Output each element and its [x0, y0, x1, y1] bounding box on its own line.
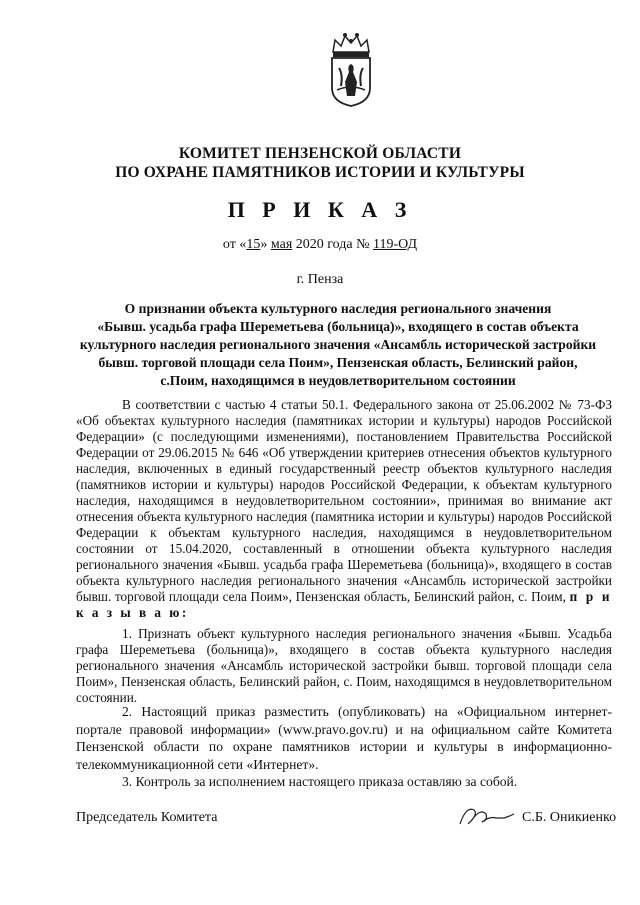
clause-3-text: 3. Контроль за исполнением настоящего приказа оставляю за собой.	[122, 774, 518, 789]
penza-coat-of-arms-icon	[325, 30, 377, 108]
signatory-name: С.Б. Оникиенко	[522, 810, 617, 825]
subject-line: О признании объекта культурного наследия регионального значения	[124, 301, 552, 316]
document-title: П Р И К А З	[227, 197, 413, 222]
handwritten-signature	[456, 800, 518, 830]
order-directive: п р и к а з ы в а ю:	[76, 589, 613, 620]
clause-1	[76, 626, 612, 706]
date-year: 2020 года №	[292, 237, 373, 252]
preamble-paragraph	[76, 397, 612, 621]
date-day: 15	[246, 237, 261, 252]
order-dateline	[0, 237, 640, 253]
signatory-position: Председатель Комитета	[76, 810, 218, 825]
org-name-line1: КОМИТЕТ ПЕНЗЕНСКОЙ ОБЛАСТИ	[178, 145, 462, 162]
subject-line: с.Поим, находящимся в неудовлетворительном состоянии	[160, 373, 516, 388]
clause-1-text: 1. Признать объект культурного наследия регионального значения «Бывш. Усадьба графа Шереметьева (больница)», входящего в состав объекта культурного наследия регионального значения «Ансамбль исторической застройки бывш. торговой площади села Поим», Пензенская область, Белинский район, с. Поим, находящимся в неудовлетворительном состоянии.	[76, 626, 612, 705]
subject-line: культурного наследия регионального значения «Ансамбль исторической застройки	[79, 337, 597, 352]
org-name-line2: ПО ОХРАНЕ ПАМЯТНИКОВ ИСТОРИИ И КУЛЬТУРЫ	[115, 164, 525, 181]
date-month: мая	[270, 237, 293, 252]
preamble-text: В соответствии с частью 4 статьи 50.1. Федерального закона от 25.06.2002 № 73-ФЗ «Об объектах культурного наследия (памятниках истории и культуры) народов Российской Федерации» (с последующими изменениями), постановлением Правительства Российской Федерации от 29.06.2015 № 646 «Об утверждении критериев отнесения объектов культурного наследия, включенных в единый государственный реестр объектов культурного наследия (памятников истории и культуры) народов Российской Федерации, к объектам культурного наследия, находящимся в неудовлетворительном состоянии», принимая во внимание акт отнесения объекта культурного наследия (памятника истории и культуры) народов Российской Федерации к объектам культурного наследия, находящимся в неудовлетворительном состоянии от 15.04.2020, составленный в отношении объекта культурного наследия регионального значения «Бывш. усадьба графа Шереметьева (больница)», входящего в состав объекта культурного наследия регионального значения «Ансамбль исторической застройки бывш. торговой площади села Поим», Пензенская область, Белинский район, с. Поим,	[76, 397, 612, 604]
clause-2-text: 2. Настоящий приказ разместить (опубликовать) на «Официальном интернет-портале правовой информации» (www.pravo.gov.ru) и на официальном сайте Комитета Пензенской области по охране памятников истории и культуры в информационно-телекоммуникационной сети «Интернет».	[76, 704, 612, 772]
order-number: 119-ОД	[372, 237, 418, 252]
city: г. Пенза	[296, 272, 344, 287]
subject-line: «Бывш. усадьба графа Шереметьева (больница)», входящего в состав объекта	[97, 319, 579, 334]
date-mid: »	[260, 237, 271, 252]
subject-line: бывш. торговой площади села Поим», Пензенская область, Белинский район,	[98, 355, 578, 370]
date-prefix: от «	[222, 237, 247, 252]
clause-3	[76, 774, 612, 790]
order-subject	[64, 300, 612, 390]
clause-2	[76, 703, 612, 773]
